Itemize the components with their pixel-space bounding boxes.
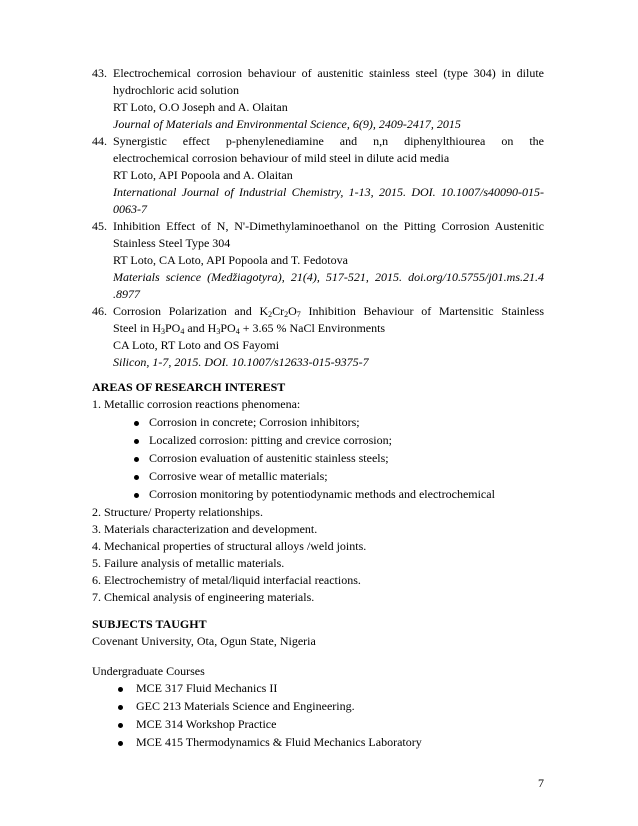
research-bullet: Localized corrosion: pitting and crevice corrosion; — [149, 433, 392, 447]
reference-authors: RT Loto, CA Loto, API Popoola and T. Fedotova — [113, 253, 348, 267]
bullet-icon — [118, 687, 123, 692]
bullet-icon — [134, 457, 139, 462]
bullet-icon — [134, 493, 139, 498]
research-bullet: Corrosion in concrete; Corrosion inhibitors; — [149, 415, 360, 429]
research-bullet: Corrosive wear of metallic materials; — [149, 469, 328, 483]
reference-title: Synergistic effect p-phenylenediamine and n,n diphenylthiourea on the — [113, 134, 544, 148]
bullet-icon — [134, 475, 139, 480]
reference-title: Electrochemical corrosion behaviour of austenitic stainless steel (type 304) in dilute — [113, 66, 544, 80]
subjects-heading: SUBJECTS TAUGHT — [92, 617, 207, 631]
research-bullet: Corrosion monitoring by potentiodynamic methods and electrochemical — [149, 487, 495, 501]
reference-authors: CA Loto, RT Loto and OS Fayomi — [113, 338, 280, 352]
bullet-icon — [118, 723, 123, 728]
reference-journal: Materials science (Medžiagotyra), 21(4), 517-521, 2015. doi.org/10.5755/j01.ms.21.4 — [113, 270, 544, 284]
reference-number: 46. — [92, 304, 107, 318]
reference-title: electrochemical corrosion behaviour of mild steel in dilute acid media — [113, 151, 450, 165]
research-item: 3. Materials characterization and development. — [92, 522, 318, 536]
reference-journal: International Journal of Industrial Chemistry, 1-13, 2015. DOI. 10.1007/s40090-015- — [113, 185, 544, 199]
research-item: 4. Mechanical properties of structural alloys /weld joints. — [92, 539, 367, 553]
reference-title: Inhibition Effect of N, N'-Dimethylaminoethanol on the Pitting Corrosion Austenitic — [113, 219, 544, 233]
reference-number: 45. — [92, 219, 107, 233]
reference-journal: Journal of Materials and Environmental Science, 6(9), 2409-2417, 2015 — [113, 117, 461, 131]
course-item: MCE 415 Thermodynamics & Fluid Mechanics Laboratory — [136, 735, 422, 749]
institution: Covenant University, Ota, Ogun State, Nigeria — [92, 634, 316, 648]
reference-journal: Silicon, 1-7, 2015. DOI. 10.1007/s12633-015-9375-7 — [113, 355, 369, 369]
research-item: 2. Structure/ Property relationships. — [92, 505, 263, 519]
bullet-icon — [134, 439, 139, 444]
bullet-icon — [118, 705, 123, 710]
research-item: 5. Failure analysis of metallic materials. — [92, 556, 285, 570]
reference-number: 43. — [92, 66, 107, 80]
reference-journal: 0063-7 — [113, 202, 147, 216]
research-item: 7. Chemical analysis of engineering materials. — [92, 590, 315, 604]
reference-title: Steel in $H_3PO_4$ and $H_3PO_4 + 3.65$ % NaCl Environments — [113, 321, 386, 336]
bullet-icon — [134, 421, 139, 426]
courses-subheading: Undergraduate Courses — [92, 664, 205, 678]
course-item: MCE 317 Fluid Mechanics II — [136, 681, 278, 695]
research-item: 6. Electrochemistry of metal/liquid interfacial reactions. — [92, 573, 361, 587]
reference-authors: RT Loto, API Popoola and A. Olaitan — [113, 168, 293, 182]
reference-journal: .8977 — [113, 287, 140, 301]
reference-title: hydrochloric acid solution — [113, 83, 239, 97]
reference-authors: RT Loto, O.O Joseph and A. Olaitan — [113, 100, 288, 114]
course-item: GEC 213 Materials Science and Engineering. — [136, 699, 355, 713]
reference-number: 44. — [92, 134, 107, 148]
research-bullet: Corrosion evaluation of austenitic stainless steels; — [149, 451, 389, 465]
reference-title: Corrosion Polarization and $K_2Cr_2O_7$ Inhibition Behaviour of Martensitic Stainless — [113, 304, 544, 319]
course-item: MCE 314 Workshop Practice — [136, 717, 277, 731]
page-number: 7 — [538, 776, 544, 790]
research-heading: AREAS OF RESEARCH INTEREST — [92, 380, 286, 394]
reference-title: Stainless Steel Type 304 — [113, 236, 231, 250]
bullet-icon — [118, 741, 123, 746]
research-item: 1. Metallic corrosion reactions phenomena: — [92, 397, 301, 411]
